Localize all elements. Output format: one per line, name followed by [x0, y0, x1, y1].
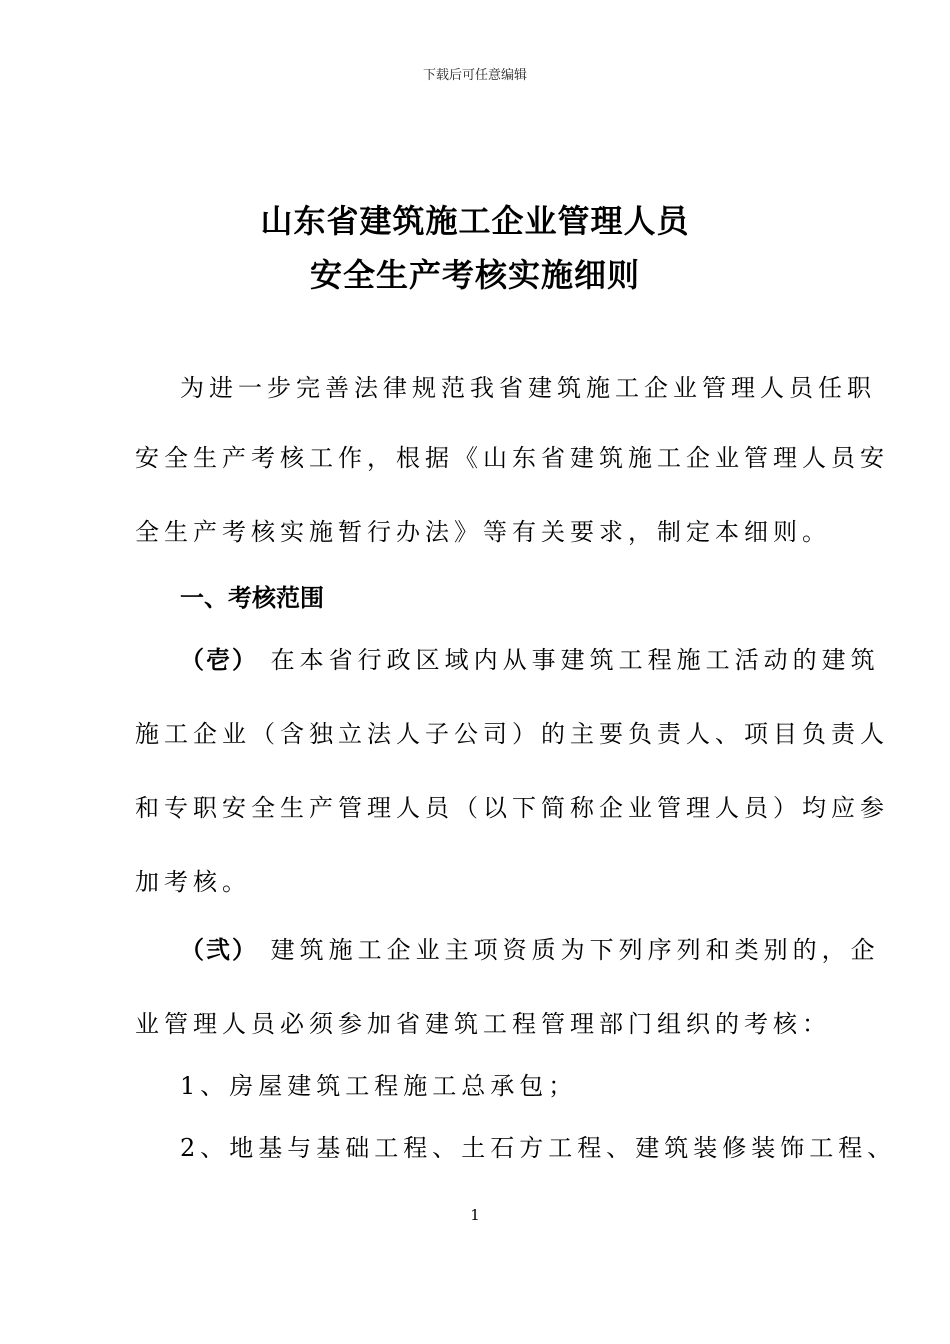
intro-paragraph-line-2: 安全生产考核工作，根据《山东省建筑施工企业管理人员安 — [135, 444, 889, 472]
scope-item-2-marker: （弐） — [180, 936, 258, 964]
document-title-line-2: 安全生产考核实施细则 — [309, 256, 640, 294]
document-title-line-1: 山东省建筑施工企业管理人员 — [260, 202, 690, 240]
scope-item-2-line-2: 业管理人员必须参加省建筑工程管理部门组织的考核： — [135, 1010, 831, 1038]
scope-item-2-line-1 — [180, 930, 880, 965]
scope-item-1-text: 在本省行政区域内从事建筑工程施工活动的建筑 — [270, 646, 880, 674]
intro-paragraph-line-3: 全生产考核实施暂行办法》等有关要求，制定本细则。 — [135, 518, 831, 546]
section-heading-scope: 一、考核范围 — [180, 584, 324, 612]
scope-item-2-text: 建筑施工企业主项资质为下列序列和类别的，企 — [270, 936, 880, 964]
scope-item-1-line-2: 施工企业（含独立法人子公司）的主要负责人、项目负责人 — [135, 720, 889, 748]
scope-item-1-line-4: 加考核。 — [135, 868, 251, 896]
scope-item-1-line-3: 和专职安全生产管理人员（以下简称企业管理人员）均应参 — [135, 794, 889, 822]
scope-item-1-marker: （壱） — [180, 646, 258, 674]
page-header-note: 下载后可任意编辑 — [422, 68, 527, 83]
qualification-list-item-2: 2、地基与基础工程、土石方工程、建筑装修装饰工程、 — [180, 1134, 897, 1162]
intro-paragraph-line-1: 为进一步完善法律规范我省建筑施工企业管理人员任职 — [180, 374, 876, 402]
page-number: 1 — [470, 1206, 480, 1224]
qualification-list-item-1: 1、房屋建筑工程施工总承包； — [180, 1072, 578, 1100]
scope-item-1-line-1 — [180, 640, 880, 675]
